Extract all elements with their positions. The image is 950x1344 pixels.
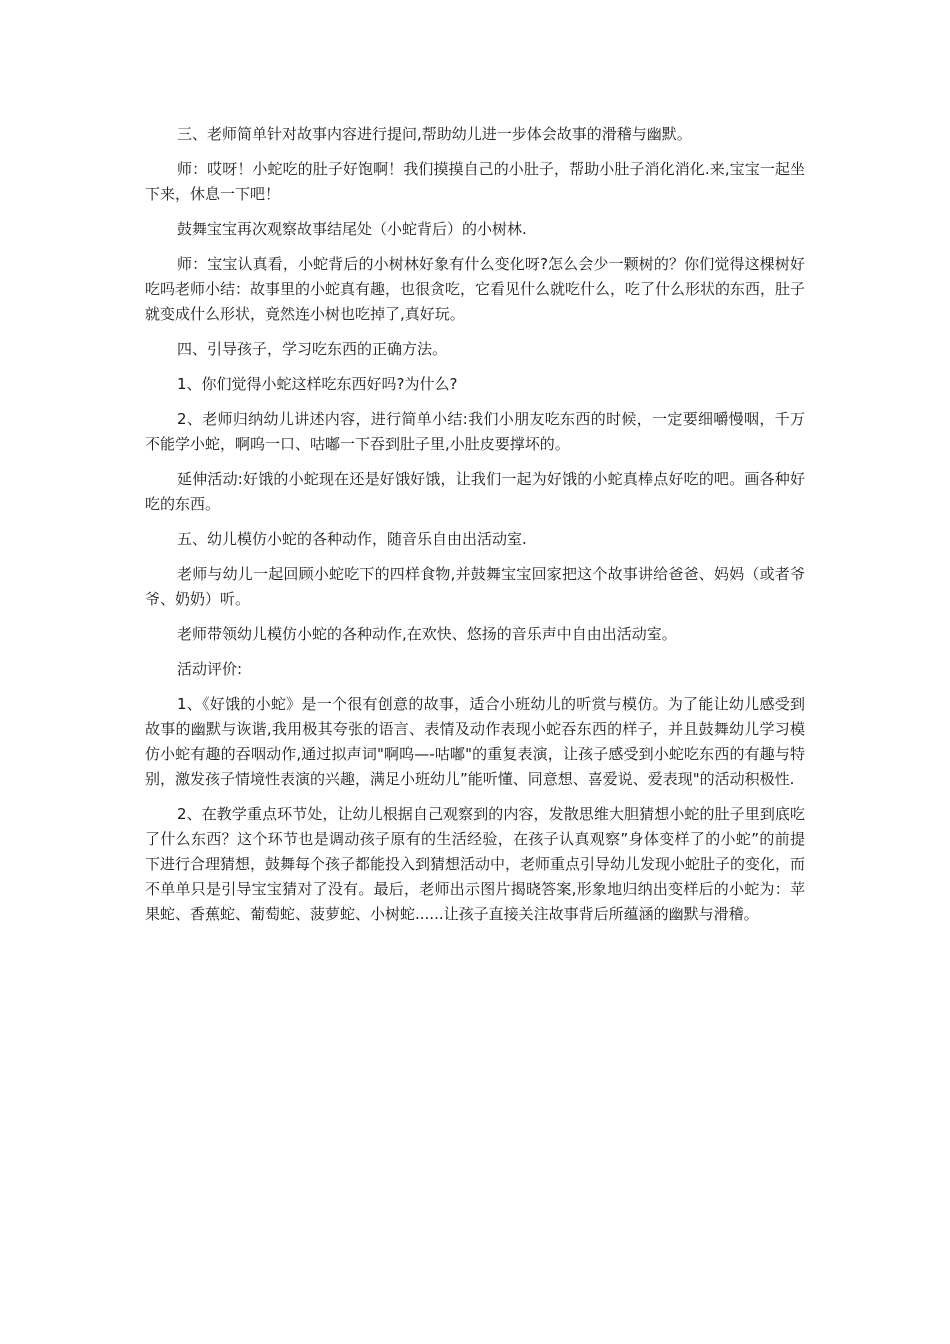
paragraph-evaluation-heading: 活动评价: bbox=[177, 660, 243, 678]
paragraph-review-foods: 老师与幼儿一起回顾小蛇吃下的四样食物,并鼓舞宝宝回家把这个故事讲给爸爸、妈妈（或者爷爷、奶奶）听。 bbox=[145, 565, 805, 608]
paragraph-observe-forest: 鼓舞宝宝再次观察故事结尾处（小蛇背后）的小树林. bbox=[177, 220, 527, 238]
paragraph-extension-activity: 延伸活动:好饿的小蛇现在还是好饿好饿，让我们一起为好饿的小蛇真棒点好吃的吧。画各种好吃的东西。 bbox=[145, 470, 805, 513]
paragraph-teacher-line-1: 师：哎呀！小蛇吃的肚子好饱啊！我们摸摸自己的小肚子，帮助小肚子消化消化.来,宝宝一起坐下来，休息一下吧！ bbox=[145, 160, 805, 203]
paragraph-evaluation-2: 2、在教学重点环节处，让幼儿根据自己观察到的内容，发散思维大胆猜想小蛇的肚子里到底吃了什么东西？这个环节也是调动孩子原有的生活经验，在孩子认真观察”身体变样了的小蛇”的前提下进行合理猜想，鼓舞每个孩子都能投入到猜想活动中，老师重点引导幼儿发现小蛇肚子的变化，而不单单只是引导宝宝猜对了没有。最后，老师出示图片揭晓答案,形象地归纳出变样后的小蛇为：苹果蛇、香蕉蛇、葡萄蛇、菠萝蛇、小树蛇......让孩子直接关注故事背后所蕴涵的幽默与滑稽。 bbox=[145, 805, 806, 923]
paragraph-summary-2: 2、老师归纳幼儿讲述内容，进行简单小结:我们小朋友吃东西的时候，一定要细嚼慢咽，千万不能学小蛇，啊呜一口、咕嘟一下吞到肚子里,小肚皮要撑坏的。 bbox=[145, 410, 805, 453]
paragraph-evaluation-1: 1、《好饿的小蛇》是一个很有创意的故事，适合小班幼儿的听赏与模仿。为了能让幼儿感受到故事的幽默与诙谐,我用极其夸张的语言、表情及动作表现小蛇吞东西的样子，并且鼓舞幼儿学习模仿小蛇有趣的吞咽动作,通过拟声词"啊呜—-咕嘟"的重复表演，让孩子感受到小蛇吃东西的有趣与特别，激发孩子情境性表演的兴趣，满足小班幼儿”能听懂、同意想、喜爱说、爱表现"的活动积极性. bbox=[145, 695, 805, 788]
paragraph-section-5-heading: 五、幼儿模仿小蛇的各种动作，随音乐自由出活动室. bbox=[177, 530, 527, 548]
paragraph-question-1: 1、你们觉得小蛇这样吃东西好吗?为什么? bbox=[177, 375, 458, 393]
paragraph-section-3-heading: 三、老师简单针对故事内容进行提问,帮助幼儿进一步体会故事的滑稽与幽默。 bbox=[177, 125, 692, 143]
document-page bbox=[145, 122, 805, 937]
paragraph-section-4-heading: 四、引导孩子，学习吃东西的正确方法。 bbox=[177, 340, 448, 358]
paragraph-teacher-summary: 师：宝宝认真看，小蛇背后的小树林好象有什么变化呀?怎么会少一颗树的？你们觉得这棵树好吃吗老师小结：故事里的小蛇真有趣，也很贪吃，它看见什么就吃什么，吃了什么形状的东西，肚子就变成什么形状，竟然连小树也吃掉了,真好玩。 bbox=[145, 255, 806, 323]
paragraph-imitate-actions: 老师带领幼儿模仿小蛇的各种动作,在欢快、悠扬的音乐声中自由出活动室。 bbox=[177, 625, 677, 643]
